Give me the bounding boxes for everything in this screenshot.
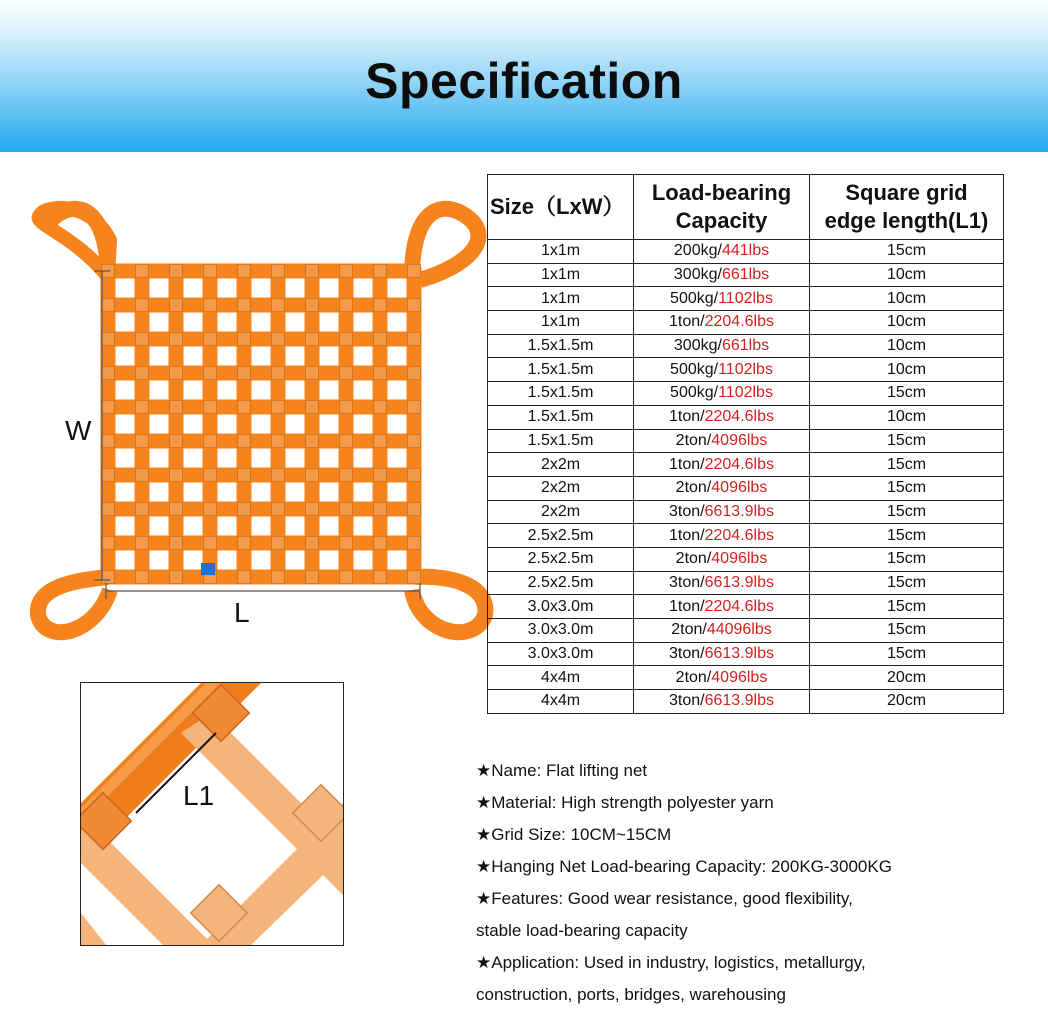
table-row	[488, 476, 1004, 500]
table-row	[488, 240, 1004, 264]
vertical-strap	[271, 267, 286, 581]
strap-junction	[374, 265, 387, 278]
cell-capacity	[634, 453, 810, 477]
vertical-strap	[169, 267, 184, 581]
cell-size: 3.0x3.0m	[488, 642, 634, 666]
capacity-metric: 2ton/	[671, 621, 707, 639]
strap-junction	[374, 571, 387, 584]
strap-junction	[408, 401, 421, 414]
capacity-lbs: 4096lbs	[711, 550, 768, 568]
strap-junction	[238, 299, 251, 312]
strap-junction	[306, 435, 319, 448]
strap-junction	[204, 401, 217, 414]
capacity-metric: 300kg/	[673, 337, 722, 355]
horizontal-strap	[104, 298, 418, 313]
cell-capacity	[634, 642, 810, 666]
strap-junction	[408, 367, 421, 380]
cell-size: 4x4m	[488, 666, 634, 690]
table-row	[488, 453, 1004, 477]
strap-junction	[408, 299, 421, 312]
cell-grid: 15cm	[810, 571, 1004, 595]
capacity-metric: 3ton/	[669, 645, 705, 663]
strap-junction	[136, 401, 149, 414]
strap-junction	[238, 333, 251, 346]
strap-junction	[136, 469, 149, 482]
strap-junction	[136, 333, 149, 346]
header-grid-line1: Square grid	[845, 180, 968, 205]
strap-junction	[340, 571, 353, 584]
capacity-metric: 2ton/	[675, 668, 712, 686]
capacity-metric: 1ton/	[669, 408, 705, 426]
table-row	[488, 263, 1004, 287]
strap-junction	[340, 299, 353, 312]
horizontal-strap	[104, 400, 418, 415]
cell-size: 4x4m	[488, 690, 634, 714]
capacity-metric: 2ton/	[675, 479, 712, 497]
cell-capacity	[634, 429, 810, 453]
vertical-strap	[203, 267, 218, 581]
vertical-strap	[339, 267, 354, 581]
strap-junction	[204, 367, 217, 380]
cell-size: 1.5x1.5m	[488, 405, 634, 429]
capacity-lbs: 1102lbs	[718, 384, 773, 402]
cell-capacity	[634, 405, 810, 429]
strap-junction	[272, 469, 285, 482]
cell-size: 2.5x2.5m	[488, 547, 634, 571]
strap-junction	[102, 435, 115, 448]
strap-junction	[136, 265, 149, 278]
table-body	[488, 240, 1004, 714]
table-row	[488, 571, 1004, 595]
horizontal-strap	[104, 468, 418, 483]
strap-junction	[340, 265, 353, 278]
strap-junction	[170, 367, 183, 380]
capacity-lbs: 4096lbs	[711, 668, 768, 686]
strap-junction	[374, 299, 387, 312]
strap-junction	[238, 571, 251, 584]
cell-grid: 15cm	[810, 619, 1004, 643]
cell-grid: 15cm	[810, 429, 1004, 453]
table-row	[488, 619, 1004, 643]
feature-line: stable load-bearing capacity	[476, 921, 688, 940]
header-capacity-line2: Capacity	[675, 208, 768, 233]
strap-junction	[170, 571, 183, 584]
cell-capacity	[634, 263, 810, 287]
header-capacity-line1: Load-bearing	[651, 180, 792, 205]
cell-grid: 15cm	[810, 595, 1004, 619]
vertical-strap	[237, 267, 252, 581]
strap-junction	[204, 299, 217, 312]
header-size: Size（LxW）	[488, 175, 634, 240]
capacity-lbs: 44096lbs	[706, 621, 772, 639]
cell-size: 1.5x1.5m	[488, 358, 634, 382]
strap-junction	[170, 401, 183, 414]
cell-capacity	[634, 311, 810, 335]
strap-junction	[102, 537, 115, 550]
strap-junction	[170, 469, 183, 482]
cell-grid: 10cm	[810, 311, 1004, 335]
page-title: Specification	[365, 53, 683, 109]
capacity-metric: 500kg/	[670, 289, 719, 307]
specification-table	[487, 174, 1004, 714]
cell-grid: 10cm	[810, 358, 1004, 382]
cell-grid: 15cm	[810, 524, 1004, 548]
horizontal-strap	[104, 570, 418, 585]
capacity-lbs: 661lbs	[721, 337, 770, 355]
cell-size: 1x1m	[488, 311, 634, 335]
strap-junction	[306, 537, 319, 550]
table-row	[488, 358, 1004, 382]
vertical-strap	[407, 267, 422, 581]
strap-junction	[340, 401, 353, 414]
strap-junction	[306, 469, 319, 482]
strap-junction	[272, 435, 285, 448]
capacity-lbs: 6613.9lbs	[704, 573, 774, 591]
strap-junction	[306, 401, 319, 414]
strap-junction	[136, 571, 149, 584]
strap-junction	[272, 265, 285, 278]
strap-junction	[272, 571, 285, 584]
strap-junction	[374, 469, 387, 482]
capacity-metric: 1ton/	[669, 526, 705, 544]
strap-junction	[408, 503, 421, 516]
capacity-metric: 2ton/	[675, 550, 712, 568]
cell-size: 2x2m	[488, 476, 634, 500]
strap-junction	[374, 537, 387, 550]
feature-line: ★Grid Size: 10CM~15CM	[476, 825, 672, 844]
strap-junction	[374, 333, 387, 346]
table-row	[488, 595, 1004, 619]
capacity-lbs: 441lbs	[721, 242, 770, 260]
vertical-strap	[373, 267, 388, 581]
strap-junction	[340, 333, 353, 346]
capacity-metric: 1ton/	[669, 313, 705, 331]
cell-size: 1.5x1.5m	[488, 429, 634, 453]
capacity-lbs: 6613.9lbs	[704, 645, 774, 663]
strap-junction	[102, 469, 115, 482]
cell-size: 2x2m	[488, 500, 634, 524]
strap-junction	[306, 299, 319, 312]
header-grid-line2: edge length(L1)	[824, 208, 989, 233]
strap-junction	[408, 435, 421, 448]
closeup-l1-label: L1	[183, 780, 215, 811]
cell-grid: 15cm	[810, 642, 1004, 666]
table-row	[488, 666, 1004, 690]
strap-junction	[306, 265, 319, 278]
cell-size: 2x2m	[488, 453, 634, 477]
cell-size: 2.5x2.5m	[488, 571, 634, 595]
strap-junction	[102, 333, 115, 346]
length-label: L	[234, 597, 250, 628]
width-label: W	[65, 415, 92, 446]
table-header-row	[488, 175, 1004, 240]
capacity-metric: 3ton/	[669, 692, 705, 710]
cell-size: 3.0x3.0m	[488, 619, 634, 643]
strap-junction	[374, 503, 387, 516]
cell-size: 1x1m	[488, 263, 634, 287]
cell-grid: 10cm	[810, 334, 1004, 358]
cell-grid: 15cm	[810, 547, 1004, 571]
strap-junction	[238, 503, 251, 516]
strap-junction	[204, 469, 217, 482]
strap-junction	[102, 367, 115, 380]
capacity-metric: 1ton/	[669, 455, 705, 473]
feature-line: ★Application: Used in industry, logistics, metallurgy,	[476, 953, 866, 972]
strap-junction	[170, 299, 183, 312]
cell-capacity	[634, 619, 810, 643]
lifting-net-illustration	[20, 195, 500, 655]
strap-junction	[102, 299, 115, 312]
strap-junction	[408, 537, 421, 550]
strap-junction	[136, 435, 149, 448]
cell-size: 1x1m	[488, 287, 634, 311]
cell-grid: 15cm	[810, 476, 1004, 500]
strap-junction	[340, 537, 353, 550]
horizontal-strap	[104, 502, 418, 517]
cell-capacity	[634, 240, 810, 264]
cell-capacity	[634, 476, 810, 500]
capacity-metric: 3ton/	[669, 573, 705, 591]
table-row	[488, 547, 1004, 571]
vertical-strap	[101, 267, 116, 581]
strap-junction	[204, 435, 217, 448]
strap-junction	[374, 401, 387, 414]
strap-junction	[170, 333, 183, 346]
cell-capacity	[634, 690, 810, 714]
strap-junction	[374, 435, 387, 448]
strap-junction	[408, 265, 421, 278]
table-row	[488, 382, 1004, 406]
strap-junction	[408, 333, 421, 346]
cell-size: 1.5x1.5m	[488, 382, 634, 406]
table-row	[488, 690, 1004, 714]
strap-junction	[136, 367, 149, 380]
strap-junction	[340, 469, 353, 482]
cell-grid: 20cm	[810, 666, 1004, 690]
strap-junction	[306, 503, 319, 516]
cell-grid: 15cm	[810, 382, 1004, 406]
vertical-strap	[135, 267, 150, 581]
strap-junction	[340, 503, 353, 516]
horizontal-strap	[104, 332, 418, 347]
strap-junction	[170, 537, 183, 550]
strap-junction	[408, 571, 421, 584]
strap-junction	[238, 401, 251, 414]
feature-line: ★Name: Flat lifting net	[476, 761, 648, 780]
capacity-metric: 500kg/	[670, 360, 719, 378]
strap-junction	[306, 333, 319, 346]
cell-capacity	[634, 547, 810, 571]
capacity-metric: 2ton/	[675, 431, 712, 449]
strap-junction	[102, 571, 115, 584]
capacity-lbs: 661lbs	[721, 266, 770, 284]
vertical-strap	[305, 267, 320, 581]
strap-junction	[238, 537, 251, 550]
strap-junction	[340, 367, 353, 380]
strap-junction	[306, 571, 319, 584]
strap-junction	[170, 503, 183, 516]
strap-junction	[136, 299, 149, 312]
strap-junction	[408, 469, 421, 482]
cell-capacity	[634, 595, 810, 619]
table-row	[488, 429, 1004, 453]
cell-grid: 10cm	[810, 263, 1004, 287]
cell-size: 2.5x2.5m	[488, 524, 634, 548]
cell-capacity	[634, 571, 810, 595]
capacity-lbs: 6613.9lbs	[704, 692, 774, 710]
capacity-metric: 3ton/	[669, 502, 705, 520]
strap-junction	[136, 537, 149, 550]
cell-size: 1.5x1.5m	[488, 334, 634, 358]
table-row	[488, 334, 1004, 358]
table-row	[488, 500, 1004, 524]
strap-junction	[374, 367, 387, 380]
cell-grid: 15cm	[810, 453, 1004, 477]
horizontal-strap	[104, 264, 418, 279]
cell-size: 1x1m	[488, 240, 634, 264]
strap-junction	[238, 367, 251, 380]
header-banner	[0, 0, 1048, 152]
feature-line: construction, ports, bridges, warehousing	[476, 985, 786, 1004]
cell-grid: 15cm	[810, 500, 1004, 524]
grid-closeup-illustration	[80, 682, 344, 946]
table-row	[488, 524, 1004, 548]
capacity-lbs: 4096lbs	[711, 479, 768, 497]
feature-line: ★Hanging Net Load-bearing Capacity: 200KG-3000KG	[476, 857, 892, 876]
cell-grid: 20cm	[810, 690, 1004, 714]
strap-junction	[170, 265, 183, 278]
strap-junction	[238, 435, 251, 448]
cell-capacity	[634, 500, 810, 524]
strap-junction	[272, 537, 285, 550]
horizontal-strap	[104, 366, 418, 381]
cell-capacity	[634, 358, 810, 382]
strap-junction	[170, 435, 183, 448]
horizontal-strap	[104, 434, 418, 449]
capacity-lbs: 2204.6lbs	[704, 455, 774, 473]
blue-tag	[201, 563, 215, 575]
table-row	[488, 642, 1004, 666]
cell-capacity	[634, 524, 810, 548]
cell-capacity	[634, 287, 810, 311]
strap-junction	[272, 367, 285, 380]
capacity-lbs: 2204.6lbs	[704, 526, 774, 544]
feature-line: ★Material: High strength polyester yarn	[476, 793, 774, 812]
capacity-lbs: 4096lbs	[711, 431, 768, 449]
net-straps	[101, 264, 422, 585]
header-grid	[810, 175, 1004, 240]
cell-capacity	[634, 666, 810, 690]
strap-junction	[272, 333, 285, 346]
cell-grid: 15cm	[810, 240, 1004, 264]
strap-junction	[238, 265, 251, 278]
strap-junction	[306, 367, 319, 380]
table-row	[488, 287, 1004, 311]
strap-junction	[204, 537, 217, 550]
strap-junction	[238, 469, 251, 482]
capacity-lbs: 2204.6lbs	[704, 313, 774, 331]
strap-junction	[136, 503, 149, 516]
capacity-lbs: 2204.6lbs	[704, 597, 774, 615]
strap-junction	[102, 503, 115, 516]
cell-size: 3.0x3.0m	[488, 595, 634, 619]
cell-capacity	[634, 334, 810, 358]
strap-junction	[272, 299, 285, 312]
strap-junction	[272, 401, 285, 414]
capacity-metric: 200kg/	[673, 242, 722, 260]
capacity-lbs: 2204.6lbs	[704, 408, 774, 426]
cell-grid: 10cm	[810, 287, 1004, 311]
capacity-lbs: 1102lbs	[718, 360, 773, 378]
horizontal-strap	[104, 536, 418, 551]
capacity-metric: 300kg/	[673, 266, 722, 284]
cell-grid: 10cm	[810, 405, 1004, 429]
strap-junction	[204, 503, 217, 516]
capacity-lbs: 1102lbs	[718, 289, 773, 307]
feature-list	[476, 756, 1036, 1012]
capacity-metric: 500kg/	[670, 384, 719, 402]
capacity-lbs: 6613.9lbs	[704, 502, 774, 520]
strap-junction	[204, 265, 217, 278]
cell-capacity	[634, 382, 810, 406]
strap-junction	[272, 503, 285, 516]
header-capacity	[634, 175, 810, 240]
capacity-metric: 1ton/	[669, 597, 705, 615]
table-row	[488, 405, 1004, 429]
strap-junction	[204, 333, 217, 346]
table-row	[488, 311, 1004, 335]
strap-junction	[340, 435, 353, 448]
strap-junction	[102, 401, 115, 414]
feature-line: ★Features: Good wear resistance, good flexibility,	[476, 889, 853, 908]
